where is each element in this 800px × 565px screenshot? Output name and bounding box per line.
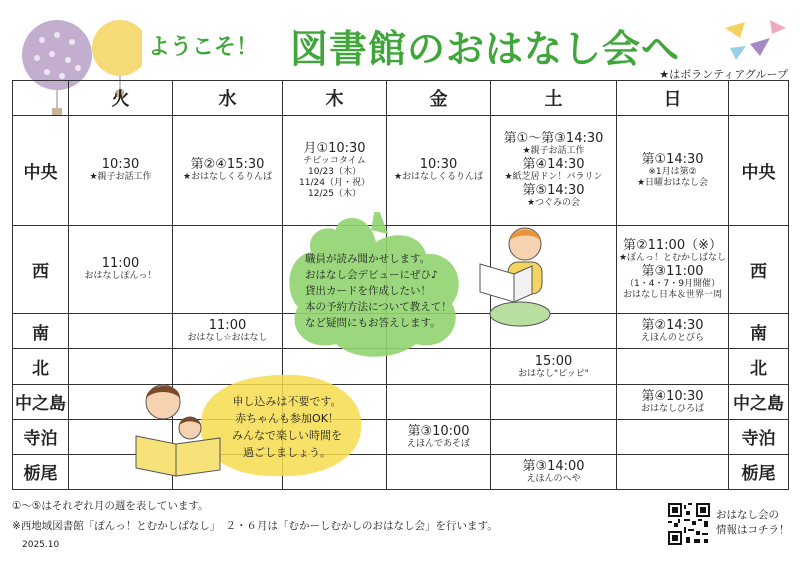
schedule-cell-wed [173, 225, 283, 314]
branch-label: 南 [13, 314, 69, 349]
schedule-cell-wed [173, 116, 283, 226]
page-title: 図書館のおはなし会へ [290, 27, 681, 71]
branch-label: 西 [13, 225, 69, 314]
session-name: ★親子お話工作 [522, 146, 585, 157]
session-time: 第②④15:30 [190, 157, 265, 173]
schedule-cell-sun [617, 384, 729, 419]
session-name: ★親子お話工作 [89, 172, 152, 183]
session-name: おはなしひろば [640, 403, 704, 414]
yellow-bubble-line: みんなで楽しい時間を [232, 429, 342, 442]
welcome-text: ようこそ！ [148, 35, 259, 60]
session-time: 第③14:00 [522, 458, 585, 474]
schedule-cell-sun [617, 225, 729, 314]
footnote-weeks: ①～⑤はそれぞれ月の週を表しています。 [12, 500, 209, 512]
branch-label-right: 西 [729, 225, 789, 314]
branch-label: 寺泊 [13, 419, 69, 454]
yellow-balloon-icon [92, 20, 142, 76]
branch-label: 北 [13, 349, 69, 384]
session-name: ★ぽんっ！とむかしばなし [618, 252, 727, 263]
branch-label-right: 南 [729, 314, 789, 349]
schedule-cell-sat [491, 454, 617, 489]
session-time: 第④14:30 [522, 157, 585, 173]
session-name: 11/24（月・祝） [299, 177, 370, 188]
issue-date: 2025.10 [22, 540, 60, 550]
schedule-cell-tue [69, 349, 173, 384]
day-header-thu: 木 [283, 81, 387, 116]
session-name: （1・4・7・9月開催） [625, 278, 720, 289]
branch-label: 栃尾 [13, 454, 69, 489]
schedule-cell-sat [491, 116, 617, 226]
branch-label: 中央 [13, 116, 69, 226]
session-name: おはなし日本＆世界一周 [622, 289, 722, 300]
session-time: 第⑤14:30 [522, 183, 585, 199]
branch-label-right: 中央 [729, 116, 789, 226]
session-name: ★おはなしくるりんぱ [182, 172, 273, 183]
day-header-row [13, 81, 789, 116]
session-name: えほんのへや [526, 473, 581, 484]
table-row [13, 116, 789, 226]
session-name: ★つぐみの会 [526, 198, 581, 209]
session-time: 第③10:00 [407, 423, 470, 439]
green-bubble-line: 貸出カードを作成したい！ [305, 285, 431, 297]
schedule-cell-sun [617, 454, 729, 489]
green-bubble-text [305, 251, 452, 331]
qr-caption-line: おはなし会の [716, 509, 779, 521]
schedule-cell-sat [491, 384, 617, 419]
reading-child-illustration [470, 222, 560, 332]
session-name: おはなしぽんっ！ [84, 271, 157, 282]
session-time: 15:00 [534, 353, 573, 369]
schedule-cell-tue [69, 116, 173, 226]
schedule-cell-tue [69, 225, 173, 314]
session-time: 11:00 [208, 318, 247, 334]
green-bubble-line: おはなし会デビューにぜひ♪ [305, 269, 438, 281]
session-name: チビッコタイム [303, 155, 366, 166]
session-time: 第①～第③14:30 [503, 131, 604, 147]
confetti-icon [720, 18, 790, 63]
schedule-cell-tue [69, 314, 173, 349]
schedule-cell-sun [617, 349, 729, 384]
green-bubble-line: 本の予約方法について教えて！ [305, 301, 452, 313]
qr-code-icon[interactable] [668, 503, 710, 545]
qr-caption [716, 508, 790, 538]
session-name: おはなし☆おはなし [187, 333, 268, 344]
volunteer-note: ★はボランティアグループ [659, 68, 788, 81]
session-time: 10:30 [419, 157, 458, 173]
schedule-cell-sat [491, 349, 617, 384]
schedule-cell-wed [173, 314, 283, 349]
session-name: ★おはなしくるりんぱ [393, 172, 484, 183]
branch-label-right: 栃尾 [729, 454, 789, 489]
schedule-cell-fri [387, 454, 491, 489]
session-time: 第②11:00（※） [622, 237, 722, 253]
corner-cell [13, 81, 69, 116]
session-name: えほんであそぼ [406, 438, 470, 449]
session-name: 10/23（木） [308, 166, 361, 177]
day-header-sun: 日 [617, 81, 729, 116]
session-name: おはなし"ピッピ" [518, 368, 589, 379]
session-name: ※1月は第② [648, 166, 697, 177]
schedule-cell-thu [283, 116, 387, 226]
qr-caption-line: 情報はコチラ！ [716, 524, 790, 536]
session-name: ★紙芝居ドン！パラリン [504, 172, 603, 183]
session-time: 第③11:00 [641, 263, 704, 279]
green-bubble-line: 職員が読み聞かせします。 [305, 253, 431, 265]
session-time: 第②14:30 [641, 318, 704, 334]
day-header-sat: 土 [491, 81, 617, 116]
session-time: 第④10:30 [641, 388, 704, 404]
green-bubble-line: など疑問にもお答えします。 [305, 317, 441, 329]
session-name: 12/25（木） [308, 188, 361, 199]
schedule-cell-sun [617, 116, 729, 226]
session-time: 第①14:30 [641, 151, 704, 167]
branch-label-right: 寺泊 [729, 419, 789, 454]
yellow-bubble-line: 過ごしましょう。 [243, 446, 331, 459]
schedule-cell-sun [617, 419, 729, 454]
schedule-cell-fri [387, 419, 491, 454]
day-header-fri: 金 [387, 81, 491, 116]
schedule-cell-fri [387, 384, 491, 419]
session-time: 月①10:30 [303, 140, 366, 156]
schedule-cell-sun [617, 314, 729, 349]
branch-label-right: 中之島 [729, 384, 789, 419]
branch-label-right: 北 [729, 349, 789, 384]
corner-cell-right [729, 81, 789, 116]
session-name: えほんのとびら [640, 333, 704, 344]
parent-child-reading-illustration [128, 380, 228, 480]
schedule-cell-sat [491, 419, 617, 454]
day-header-tue: 火 [69, 81, 173, 116]
schedule-cell-fri [387, 116, 491, 226]
yellow-bubble-line: 赤ちゃんも参加OK！ [235, 412, 339, 425]
session-time: 10:30 [101, 157, 140, 173]
session-time: 11:00 [101, 256, 140, 272]
yellow-bubble-text [222, 393, 352, 461]
yellow-bubble-line: 申し込みは不要です。 [232, 395, 342, 408]
branch-label: 中之島 [13, 384, 69, 419]
session-name: ★日曜おはなし会 [636, 177, 709, 188]
footnote-west-library: ※西地域図書館「ぽんっ！とむかしばなし」 ２・６月は「むかーしむかしのおはなし会」を行います。 [12, 520, 498, 532]
day-header-wed: 水 [173, 81, 283, 116]
